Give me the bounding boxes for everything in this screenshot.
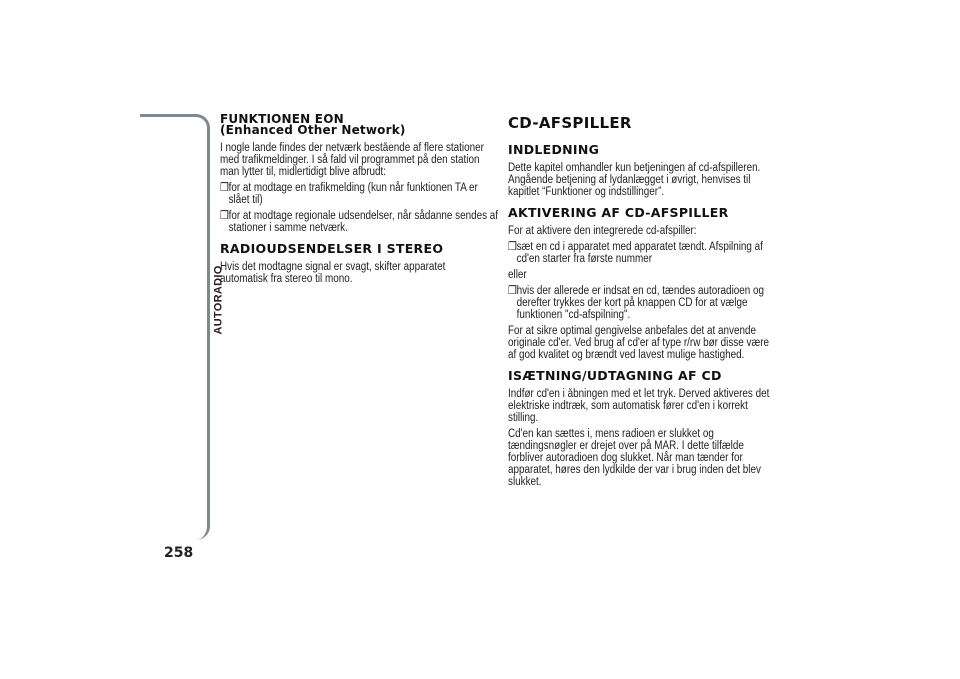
list-item [508,285,788,321]
or-text: eller [508,269,527,281]
optimal-text: For at sikre optimal gengivelse anbefales det at anvende originale cd'er. Ved brug af cd'er af type r/rw bør disse være af god kvalitet og brændt ved lavest mulige hastighed. [508,325,770,361]
list-item-text: hvis der allerede er indsat en cd, tændes autoradioen og derefter trykkes der kort på knappen CD for at vælge funktionen "cd-afspilning". [516,285,765,321]
section-label: AUTORADIO [212,265,225,335]
activate-title: AKTIVERING AF CD-AFSPILLER [508,205,729,220]
list-item-text: for at modtage en trafikmelding (kun når funktionen TA er slået til) [228,182,478,206]
left-column [220,112,499,289]
page-number: 258 [164,545,194,561]
checkbox-bullet-icon: ❒ [220,210,229,222]
stereo-text: Hvis det modtagne signal er svagt, skifter apparatet automatisk fra stereo til mono. [220,261,446,285]
page-title: CD-AFSPILLER [508,114,632,132]
list-item-text: for at modtage regionale udsendelser, når sådanne sendes af stationer i samme netværk. [228,210,499,234]
eon-title-line2: (Enhanced Other Network) [220,123,406,137]
eon-title-line1: FUNKTIONEN EON [220,112,344,126]
insert-title: ISÆTNING/UDTAGNING AF CD [508,368,722,383]
list-item [220,182,500,206]
activate-text: For at aktivere den integrerede cd-afspiller: [508,225,697,237]
checkbox-bullet-icon: ❒ [508,241,517,253]
list-item-text: sæt en cd i apparatet med apparatet tændt. Afspilning af cd'en starter fra første nummer [516,241,763,265]
insert-text-1: Indfør cd'en i åbningen med et let tryk. Derved aktiveres det elektriske indtræk, som automatisk fører cd'en i korrekt stilling. [508,388,770,424]
section-tab-frame [140,114,210,540]
checkbox-bullet-icon: ❒ [508,285,517,297]
list-item [220,210,500,234]
intro-title: INDLEDNING [508,142,600,157]
eon-title [220,114,492,136]
eon-intro: I nogle lande findes der netværk bestående af flere stationer med trafikmeldinger. I så fald vil programmet på den station man lytter til, midlertidigt blive afbrudt: [220,142,484,178]
checkbox-bullet-icon: ❒ [220,182,229,194]
list-item [508,241,788,265]
stereo-title: RADIOUDSENDELSER I STEREO [220,241,444,256]
intro-text: Dette kapitel omhandler kun betjeningen af cd-afspilleren. Angående betjening af lydanlægget i øvrigt, henvises til kapitlet “Funktioner og indstillinger”. [508,162,761,198]
insert-text-2: Cd'en kan sættes i, mens radioen er slukket og tændingsnøgler er drejet over på MAR. I dette tilfælde forbliver autoradioen dog slukket. Når man tænder for apparatet, høres den lydkilde der var i brug inden det blev slukket. [508,428,761,488]
right-column [508,114,780,492]
